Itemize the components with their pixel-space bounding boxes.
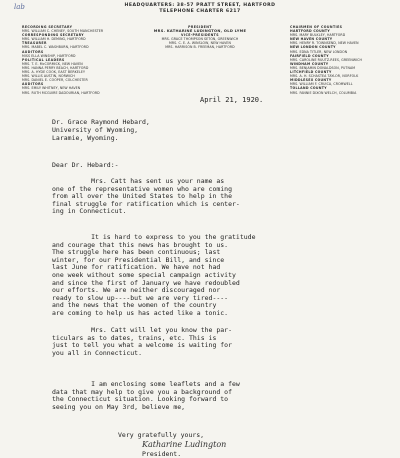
letterhead-heading: AUDITORS: [22, 49, 44, 54]
letterhead-heading: POLITICAL LEADERS: [22, 57, 65, 62]
letterhead-name: MRS. HENRY R. TOWNSEND, NEW HAVEN: [290, 41, 359, 46]
letter-date: April 21, 1920.: [200, 96, 264, 104]
letterhead-name: MISS ELLA WINSHIP, HARTFORD: [22, 53, 76, 58]
letterhead-name: MRS. A. HYDE COOK, EAST BERKELEY: [22, 70, 85, 75]
letterhead-heading: MIDDLESEX COUNTY: [290, 78, 332, 83]
letterhead-heading: WINDHAM COUNTY: [290, 61, 329, 66]
letterhead-heading: LITCHFIELD COUNTY: [290, 70, 332, 75]
letterhead-heading: PRESIDENT: [188, 25, 212, 29]
letterhead-heading: NEW LONDON COUNTY: [290, 45, 336, 50]
paragraph-2: It is hard to express to you the gratitude and courage that this news has brought to us. The struggle here has been continuous; last winter, for our Presidential Bill, and since last June for ratification. We have not had one week without some special campaign activity and since the first of January we have redoubled our efforts. We are neither discouraged nor ready to slow up----but we are very tired---- and the news that the women of the country are coming to help us has acted like a tonic.: [52, 233, 256, 317]
letterhead-heading: AUDITORS: [22, 82, 44, 87]
letterhead-name: MRS. BENJAMIN DONALDSON, PUTNAM: [290, 65, 356, 70]
officers-column-center: [152, 25, 248, 50]
address-line: Laramie, Wyoming.: [52, 134, 119, 142]
letterhead-name: MRS. HARRISON B. FREEMAN, HARTFORD: [165, 45, 235, 50]
paragraph-4: I am enclosing some leaflets and a few data that may help to give you a background of the Connecticut situation. Looking forward to seeing you on May 3rd, believe me,: [52, 380, 240, 411]
letterhead-name: MRS. RUTH MCGUIRE DADOURIAN, HARTFORD: [22, 90, 100, 95]
paragraph-3: Mrs. Catt will let you know the par- ticulars as to dates, trains, etc. This is just to tell you what a welcome is waiting for you all in Connecticut.: [52, 326, 233, 357]
letterhead-name: MRS. WILLIAM F. CRUICA, CROMWELL: [290, 82, 353, 87]
headquarters-address: HEADQUARTERS: 38-57 PRATT STREET, HARTFORD: [124, 3, 276, 8]
salutation: Dear Dr. Hebard:-: [52, 161, 119, 169]
letterhead-name: MRS. EDNA TITLER, NEW LONDON: [290, 49, 348, 54]
letterhead-heading: TREASURER: [22, 41, 47, 46]
signer-title: President.: [142, 450, 182, 458]
address-line: Dr. Grace Raymond Hebard,: [52, 118, 150, 126]
letterhead-name: MRS. WILLIAM C. CHENEY, SOUTH MANCHESTER: [22, 29, 104, 34]
letterhead-heading: TOLLAND COUNTY: [290, 86, 327, 91]
letterhead-name: MRS. EMILY WHITNEY, NEW HAVEN: [22, 86, 81, 91]
letterhead-name: MRS. MARY BULKLEY, HARTFORD: [290, 33, 346, 38]
letterhead-heading: CORRESPONDING SECRETARY: [22, 33, 84, 38]
letterhead-heading: CHAIRMEN OF COUNTIES: [290, 25, 343, 29]
letterhead-name: MRS. CAROLINE RUUTZ-REES, GREENWICH: [290, 57, 362, 62]
letterhead-name: MRS. MABEL C. WASHBURN, HARTFORD: [22, 45, 89, 50]
letterhead-name: MRS. WILLIAM H. DEMING, HARTFORD: [22, 37, 86, 42]
letterhead-heading: NEW HAVEN COUNTY: [290, 37, 333, 42]
officers-column-left: [22, 25, 103, 95]
letterhead-name: MRS. T. E. McCORMICK, NEW HAVEN: [22, 61, 83, 66]
letterhead-heading: RECORDING SECRETARY: [22, 25, 73, 29]
closing: Very gratefully yours,: [118, 431, 205, 439]
letterhead-heading: HARTFORD COUNTY: [290, 29, 331, 34]
signature: Katharine Ludington: [142, 440, 227, 449]
paragraph-1: Mrs. Catt has sent us your name as one of the representative women who are coming from all over the United States to help in the final struggle for ratification which is center- ing in Connecticut.: [52, 177, 240, 216]
letterhead-name: MRS. FANNIE DIXON WELCH, COLUMBIA: [290, 90, 357, 95]
letterhead-name: MRS. DANIEL E. COOPER, COLCHESTER: [22, 78, 88, 83]
letterhead: [0, 3, 400, 15]
letterhead-heading: VICE-PRESIDENTS: [181, 33, 219, 38]
letterhead-name: MRS. WILLIS AUSTIN, NORWICH: [22, 74, 75, 79]
margin-annotation: lab: [14, 3, 25, 11]
address-line: University of Wyoming,: [52, 126, 139, 134]
letterhead-name: MRS. GRACE THOMPSON SETON, GREENWICH: [161, 37, 239, 42]
letterhead-name: MRS. A. H. SCHASTEA TAYLOR, NORFOLK: [290, 74, 359, 79]
letterhead-name: MRS. HANNA PERRY BEACH, HARTFORD: [22, 65, 89, 70]
county-chairmen-column: [290, 25, 362, 95]
letterhead-name: MRS. C. E. A. WINSLOW, NEW HAVEN: [168, 41, 232, 46]
recipient-address: [52, 118, 150, 142]
letterhead-name: MRS. KATHARINE LUDINGTON, OLD LYME: [153, 29, 247, 34]
letterhead-heading: FAIRFIELD COUNTY: [290, 53, 329, 58]
telephone-line: TELEPHONE CHARTER 6217: [159, 9, 241, 14]
